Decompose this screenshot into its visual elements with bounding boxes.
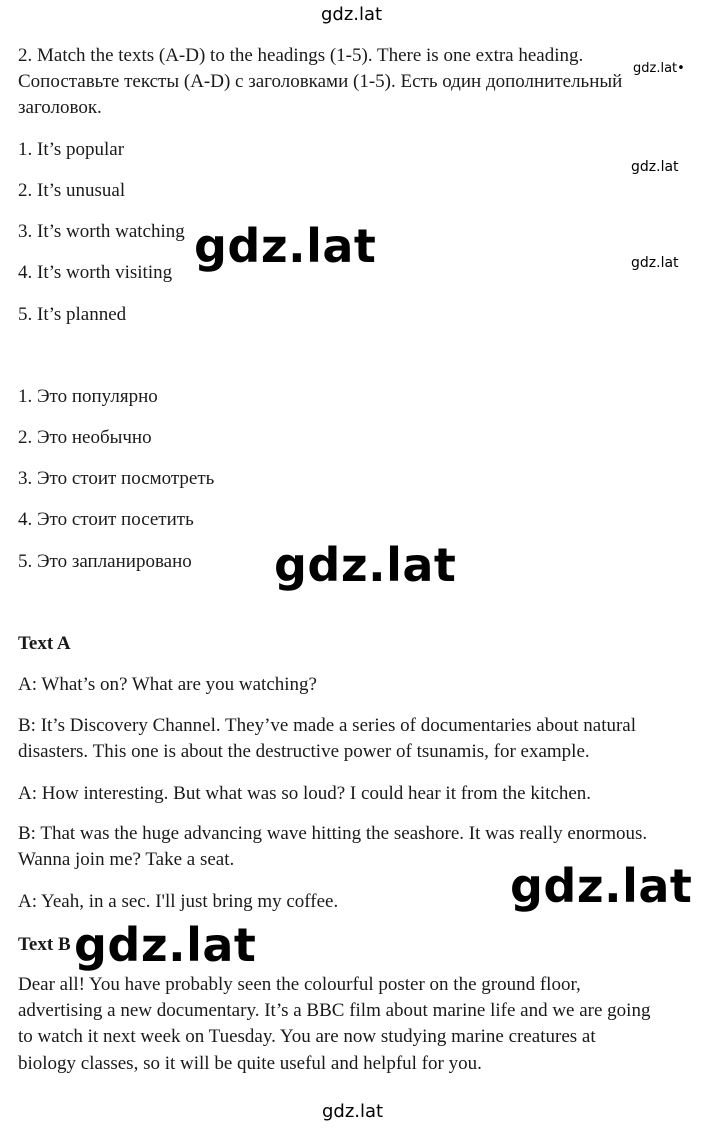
task-line-1: 2. Match the texts (A-D) to the headings (1-5). There is one extra heading. [18,45,584,66]
text-a-line-1: A: What’s on? What are you watching? [18,674,317,695]
watermark-big-4: gdz.lat [74,918,257,972]
heading-ru-2: 2. Это необычно [18,427,152,448]
text-a-line-3: disasters. This one is about the destructive power of tsunamis, for example. [18,741,590,762]
heading-ru-5: 5. Это запланировано [18,551,192,572]
text-a-line-7: A: Yeah, in a sec. I'll just bring my coffee. [18,891,339,912]
watermark-big-2: gdz.lat [274,538,457,592]
heading-en-2: 2. It’s unusual [18,180,126,201]
heading-ru-1: 1. Это популярно [18,386,158,407]
watermark-bottom: gdz.lat [322,1101,384,1122]
watermark-big-3: gdz.lat [510,859,693,913]
task-line-2: Сопоставьте тексты (A-D) с заголовками (1-5). Есть один дополнительный [18,71,623,92]
text-b-line-1: Dear all! You have probably seen the colourful poster on the ground floor, [18,974,581,995]
text-b-line-4: biology classes, so it will be quite useful and helpful for you. [18,1053,482,1074]
watermark-right-1: gdz.lat [631,159,679,175]
watermark-top: gdz.lat [321,4,383,25]
text-b-line-3: to watch it next week on Tuesday. You are now studying marine creatures at [18,1026,596,1047]
text-a-line-4: A: How interesting. But what was so loud? I could hear it from the kitchen. [18,783,592,804]
text-a-line-6: Wanna join me? Take a seat. [18,849,235,870]
watermark-tiny: gdz.lat• [633,61,685,76]
text-a-title: Text A [18,633,71,654]
text-a-line-2: B: It’s Discovery Channel. They’ve made a series of documentaries about natural [18,715,637,736]
heading-ru-3: 3. Это стоит посмотреть [18,468,215,489]
task-line-3: заголовок. [18,97,102,118]
text-b-line-2: advertising a new documentary. It’s a BBC film about marine life and we are going [18,1000,651,1021]
text-a-line-5: B: That was the huge advancing wave hitting the seashore. It was really enormous. [18,823,648,844]
watermark-big-1: gdz.lat [194,219,377,273]
heading-en-5: 5. It’s planned [18,304,127,325]
heading-en-3: 3. It’s worth watching [18,221,185,242]
text-b-title: Text B [18,934,71,955]
watermark-right-2: gdz.lat [631,255,679,271]
heading-ru-4: 4. Это стоит посетить [18,509,194,530]
heading-en-4: 4. It’s worth visiting [18,262,173,283]
heading-en-1: 1. It’s popular [18,139,125,160]
